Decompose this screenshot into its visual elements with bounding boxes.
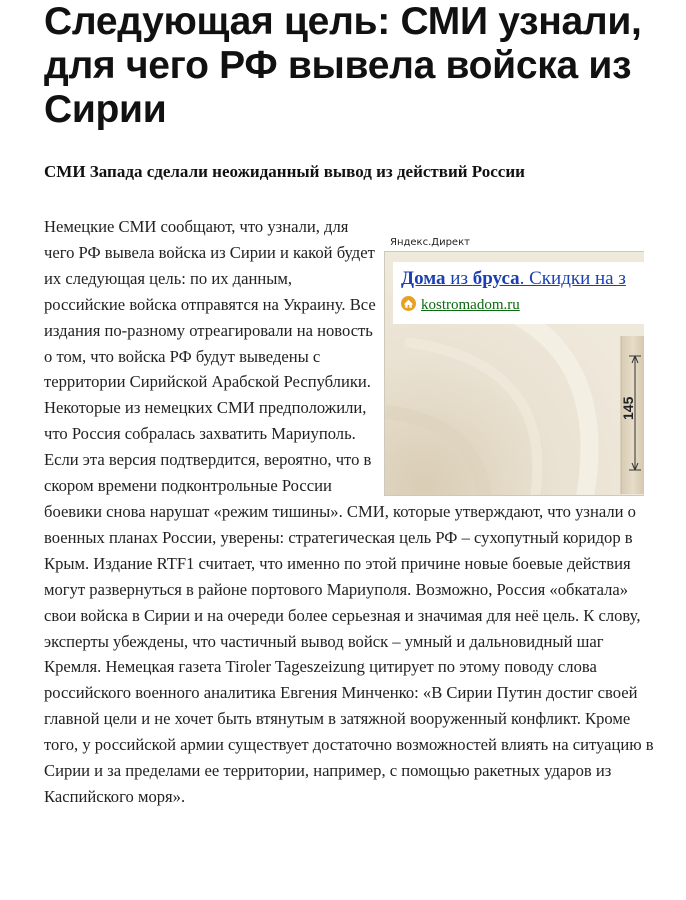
ad-title-part4: . Скидки на з: [519, 268, 626, 289]
ad-title-part2: из: [445, 268, 473, 289]
ad-card[interactable]: [393, 262, 644, 324]
article-subtitle: СМИ Запада сделали неожиданный вывод из действий России: [44, 162, 525, 181]
ad-url-link[interactable]: kostromadom.ru: [421, 297, 520, 313]
ad-title-part3: бруса: [472, 268, 520, 289]
ad-title-part1: Дома: [401, 268, 446, 289]
ad-title-link[interactable]: [401, 267, 626, 291]
house-favicon-icon: [401, 296, 416, 311]
ad-dimension-label: 145: [620, 396, 636, 420]
ad-banner[interactable]: [384, 251, 644, 496]
article-body: Немецкие СМИ сообщают, что узнали, для чего РФ вывела войска из Сирии и какой будет их следующая цель: по их данным, российские войска отправятся на Украину. Все издания по-разному отреагировали на новость о том, что войска РФ будут выведены с территории Сирийской Арабской Республики. Некоторые из немецких СМИ предположили, что Россия собралась захватить Мариуполь. Если эта версия подтвердится, вероятно, что в скором времени подконтрольные России боевики снова нарушат «режим тишины». СМИ, которые утверждают, что узнали о военных планах России, уверены: стратегическая цель РФ – сухопутный коридор в Крым. Издание RTF1 считает, что именно по этой причине новые боевые действия могут развернуться в районе портового Мариуполя. Возможно, Россия «обкатала» свои войска в Сирии и на очереди более серьезная и значимая для неё цель. К слову, эксперты убеждены, что частичный вывод войск – умный и дальновидный шаг Кремля. Немецкая газета Tiroler Tageszeizung цитирует по этому поводу слова российского военного аналитика Евгения Минченко: «В Сирии Путин достиг своей главной цели и не хочет быть втянутым в затяжной вооруженный конфликт. Кроме того, у российской армии существует достаточно возможностей влиять на ситуацию в Сирии и за пределами ее территории, например, с помощью ракетных ударов из Каспийского моря».: [44, 217, 654, 806]
article-headline: Следующая цель: СМИ узнали, для чего РФ вывела войска из Сирии: [44, 0, 642, 131]
ad-label: Яндекс.Директ: [390, 237, 470, 248]
ad-url-row[interactable]: [401, 295, 520, 315]
